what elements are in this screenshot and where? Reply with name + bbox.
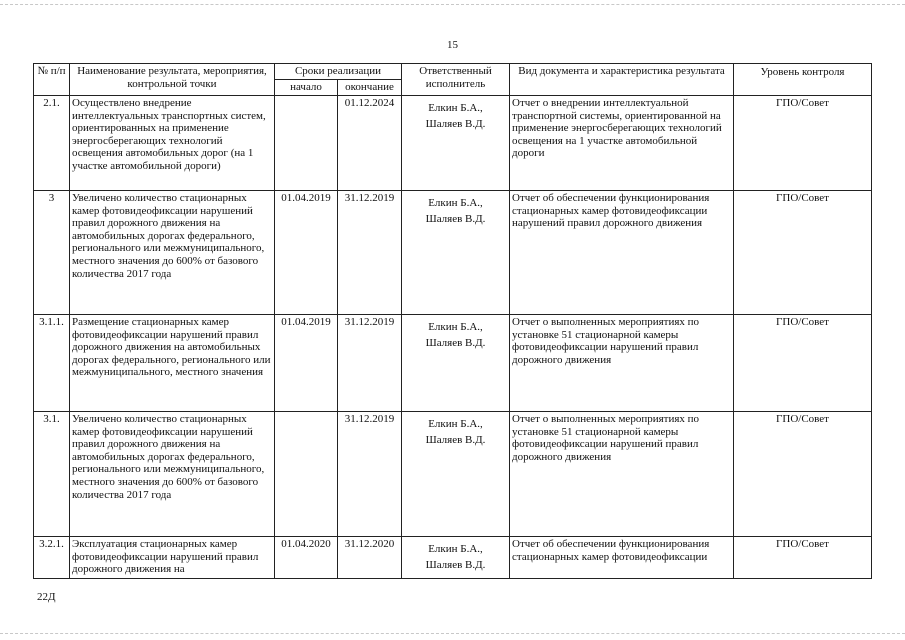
row-end-date: 01.12.2024 (338, 96, 402, 191)
row-start-date: 01.04.2019 (275, 315, 338, 412)
row-document: Отчет о выполненных мероприятиях по установке 51 стационарной камеры фотовидеофиксации нарушений правил дорожного движения (510, 412, 734, 537)
responsible-name: Елкин Б.А., (428, 418, 483, 430)
row-start-date (275, 412, 338, 537)
row-number: 3.2.1. (34, 537, 70, 579)
responsible-name: Шаляев В.Д. (425, 118, 486, 130)
responsible-name: Шаляев В.Д. (425, 434, 486, 446)
responsible-name: Елкин Б.А., (428, 102, 483, 114)
row-number: 3.1. (34, 412, 70, 537)
table-row (34, 96, 872, 191)
header-document: Вид документа и характеристика результата (510, 64, 734, 96)
responsible-name: Шаляев В.Д. (425, 213, 486, 225)
row-control-level: ГПО/Совет (734, 412, 872, 537)
row-document: Отчет о выполненных мероприятиях по установке 51 стационарной камеры фотовидеофиксации нарушений правил дорожного движения (510, 315, 734, 412)
header-num: № п/п (34, 64, 70, 96)
row-end-date: 31.12.2019 (338, 412, 402, 537)
row-responsible (402, 412, 510, 537)
header-end: окончание (338, 80, 402, 96)
row-responsible (402, 315, 510, 412)
row-document: Отчет об обеспечении функционирования стационарных камер фотовидеофиксации (510, 537, 734, 579)
responsible-name: Елкин Б.А., (428, 197, 483, 209)
row-control-level: ГПО/Совет (734, 96, 872, 191)
table-row (34, 315, 872, 412)
row-number: 2.1. (34, 96, 70, 191)
row-name: Осуществлено внедрение интеллектуальных транспортных систем, ориентированных на применение энергосберегающих технологий освещения автомобильных дорог (на 1 участке автомобильной дороги) (70, 96, 275, 191)
scan-edge-top (0, 4, 905, 5)
row-responsible (402, 537, 510, 579)
header-name: Наименование результата, мероприятия, контрольной точки (70, 64, 275, 96)
row-start-date: 01.04.2019 (275, 191, 338, 315)
row-name: Увеличено количество стационарных камер фотовидеофиксации нарушений правил дорожного движения на автомобильных дорогах федерального, регионального или межмуниципального, местного значения до 600% от базового количества 2017 года (70, 191, 275, 315)
row-control-level: ГПО/Совет (734, 191, 872, 315)
results-table (33, 63, 872, 579)
row-end-date: 31.12.2020 (338, 537, 402, 579)
page-number: 15 (447, 39, 458, 51)
row-start-date (275, 96, 338, 191)
row-name: Эксплуатация стационарных камер фотовидеофиксации нарушений правил дорожного движения на (70, 537, 275, 579)
row-responsible (402, 191, 510, 315)
table-row (34, 537, 872, 579)
row-document: Отчет об обеспечении функционирования стационарных камер фотовидеофиксации нарушений правил дорожного движения (510, 191, 734, 315)
row-document: Отчет о внедрении интеллектуальной транспортной системы, ориентированной на применение энергосберегающих технологий освещения на 1 участке автомобильной дороги (510, 96, 734, 191)
row-number: 3 (34, 191, 70, 315)
header-responsible: Ответственный исполнитель (402, 64, 510, 96)
table-row (34, 412, 872, 537)
scan-edge-bottom (0, 633, 905, 634)
responsible-name: Шаляев В.Д. (425, 559, 486, 571)
responsible-name: Елкин Б.А., (428, 321, 483, 333)
document-code: 22Д (37, 591, 56, 603)
responsible-name: Елкин Б.А., (428, 543, 483, 555)
row-start-date: 01.04.2020 (275, 537, 338, 579)
row-end-date: 31.12.2019 (338, 315, 402, 412)
row-name: Увеличено количество стационарных камер фотовидеофиксации нарушений правил дорожного движения на автомобильных дорогах федерального, регионального или межмуниципального, местного значения до 600% от базового количества 2017 года (70, 412, 275, 537)
row-name: Размещение стационарных камер фотовидеофиксации нарушений правил дорожного движения на автомобильных дорогах федерального, регионального или межмуниципального, местного значения (70, 315, 275, 412)
header-control: Уровень контроля (734, 64, 872, 96)
header-start: начало (275, 80, 338, 96)
row-control-level: ГПО/Совет (734, 315, 872, 412)
row-control-level: ГПО/Совет (734, 537, 872, 579)
row-end-date: 31.12.2019 (338, 191, 402, 315)
row-number: 3.1.1. (34, 315, 70, 412)
responsible-name: Шаляев В.Д. (425, 337, 486, 349)
table-row (34, 191, 872, 315)
header-period: Сроки реализации (275, 64, 402, 80)
row-responsible (402, 96, 510, 191)
